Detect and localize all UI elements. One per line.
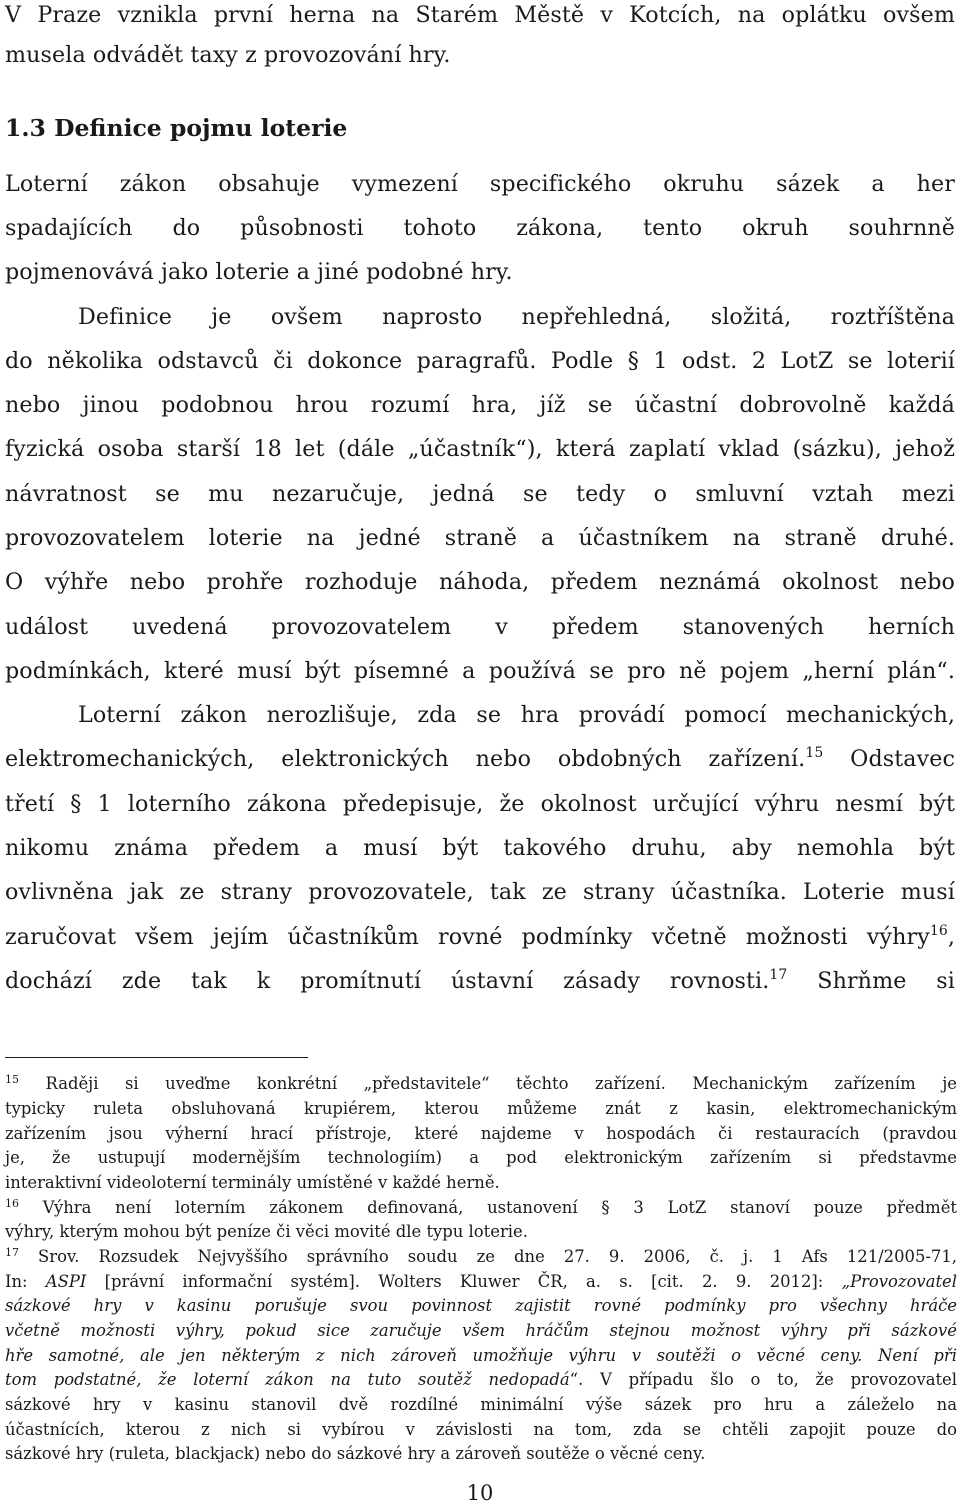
paragraph-line [5, 966, 955, 996]
footnote-17-line [5, 1270, 957, 1294]
footnote-text-italic: ASPI [45, 1272, 87, 1291]
paragraph-line: fyzická osoba starší 18 let (dále „účastník“), která zaplatí vklad (sázku), jehož [5, 436, 955, 462]
footnote-number: 16 [5, 1197, 19, 1210]
paragraph-line [5, 744, 955, 774]
footnote-16-line [5, 1196, 957, 1220]
body-text-line: musela odvádět taxy z provozování hry. [5, 42, 451, 68]
footnote-17-line: sázkové hry v kasinu porušuje svou povinnost zajistit rovné podmínky pro všechny hráče [5, 1296, 957, 1315]
paragraph-line: O výhře nebo prohře rozhoduje náhoda, předem neznámá okolnost nebo [5, 569, 955, 595]
footnote-text: Raději si uveďme konkrétní „představitele“ těchto zařízení. Mechanickým zařízením je [19, 1074, 957, 1093]
footnote-separator [5, 1057, 308, 1058]
footnote-15-line: typicky ruleta obsluhovaná krupiérem, kterou můžeme znát z kasin, elektromechanickým [5, 1099, 957, 1118]
paragraph-line: návratnost se mu nezaručuje, jedná se tedy o smluvní vztah mezi [5, 481, 955, 507]
footnote-text: [právní informační systém]. Wolters Kluwer ČR, a. s. [cit. 2. 9. 2012]: [86, 1272, 842, 1291]
page-number: 10 [466, 1481, 494, 1505]
footnote-ref-17: 17 [769, 967, 788, 983]
footnote-ref-16: 16 [929, 923, 948, 939]
paragraph-text: elektromechanických, elektronických nebo obdobných zařízení. [5, 746, 806, 772]
paragraph-line: Loterní zákon obsahuje vymezení specifického okruhu sázek a her [5, 171, 955, 197]
footnote-17-line [5, 1368, 957, 1392]
paragraph-line: provozovatelem loterie na jedné straně a účastníkem na straně druhé. [5, 525, 955, 551]
footnote-number: 17 [5, 1246, 19, 1259]
footnote-16-line: výhry, kterým mohou být peníze či věci movité dle typu loterie. [5, 1222, 528, 1241]
paragraph-text: dochází zde tak k promítnutí ústavní zásady rovnosti. [5, 968, 770, 994]
footnote-text: In: [5, 1272, 46, 1291]
footnote-ref-15: 15 [805, 745, 824, 761]
paragraph-line: nebo jinou podobnou hrou rozumí hra, jíž se účastní dobrovolně každá [5, 392, 955, 418]
footnote-15-line: interaktivní videoloterní terminály umístěné v každé herně. [5, 1173, 500, 1192]
paragraph-line: Loterní zákon nerozlišuje, zda se hra provádí pomocí mechanických, [78, 702, 955, 728]
paragraph-line: Definice je ovšem naprosto nepřehledná, složitá, roztříštěna [78, 304, 955, 330]
footnote-number: 15 [5, 1073, 19, 1086]
paragraph-text: Shrňme si [787, 968, 955, 994]
footnote-15-line: zařízením jsou výherní hrací přístroje, které najdeme v hospodách či restauracích (pravdou [5, 1124, 957, 1143]
footnote-17-line: včetně možnosti výhry, pokud sice zaručuje všem hráčům stejnou možnost výhry při sázkové [5, 1321, 957, 1340]
footnote-17-line [5, 1245, 957, 1269]
paragraph-text: zaručovat všem jejím účastníkům rovné podmínky včetně možnosti výhry [5, 924, 930, 950]
paragraph-line: nikomu známa předem a musí být takového druhu, aby nemohla být [5, 835, 955, 861]
footnote-text-italic: tom podstatné, že loterní zákon na tuto soutěž nedopadá [5, 1370, 570, 1389]
footnote-text: Srov. Rozsudek Nejvyššího správního soudu ze dne 27. 9. 2006, č. j. 1 Afs 121/2005-71, [19, 1247, 957, 1266]
footnote-17-line: sázkové hry v kasinu stanovil dvě rozdílné minimální výše sázek pro hru a záleželo na [5, 1395, 957, 1414]
body-text-line: V Praze vznikla první herna na Starém Městě v Kotcích, na oplátku ovšem [5, 2, 955, 28]
paragraph-line: spadajících do působnosti tohoto zákona, tento okruh souhrnně [5, 215, 955, 241]
paragraph-text: Odstavec [823, 746, 956, 772]
footnote-text: “. V případu šlo o to, že provozovatel [569, 1370, 958, 1389]
paragraph-line: ovlivněna jak ze strany provozovatele, tak ze strany účastníka. Loterie musí [5, 879, 955, 905]
paragraph-text: , [947, 924, 955, 950]
footnote-text-italic: „Provozovatel [841, 1272, 957, 1291]
section-heading: 1.3 Definice pojmu loterie [5, 114, 348, 142]
document-page [5, 0, 958, 1509]
paragraph-line: pojmenovává jako loterie a jiné podobné hry. [5, 259, 513, 285]
paragraph-line: do několika odstavců či dokonce paragrafů. Podle § 1 odst. 2 LotZ se loterií [5, 348, 955, 374]
paragraph-line [5, 922, 955, 952]
footnote-17-line: sázkové hry (ruleta, blackjack) nebo do sázkové hry a zároveň soutěže o věcné ceny. [5, 1444, 706, 1463]
paragraph-line: podmínkách, které musí být písemné a používá se pro ně pojem „herní plán“. [5, 658, 955, 684]
footnote-15-line: je, že ustupují modernějším technologiím) a pod elektronickým zařízením si představme [5, 1148, 957, 1167]
footnote-17-line: účastnících, kterou z nich si vybírou v závislosti na tom, zda se chtěli zapojit pouze do [5, 1420, 957, 1439]
footnote-17-line: hře samotné, ale jen některým z nich zároveň umožňuje výhru v soutěži o věcné ceny. Není při [5, 1346, 957, 1365]
footnote-text: Výhra není loterním zákonem definovaná, ustanovení § 3 LotZ stanoví pouze předmět [19, 1198, 957, 1217]
footnote-15-line [5, 1072, 957, 1096]
paragraph-line: událost uvedená provozovatelem v předem stanovených herních [5, 614, 955, 640]
paragraph-line: třetí § 1 loterního zákona předepisuje, že okolnost určující výhru nesmí být [5, 791, 955, 817]
